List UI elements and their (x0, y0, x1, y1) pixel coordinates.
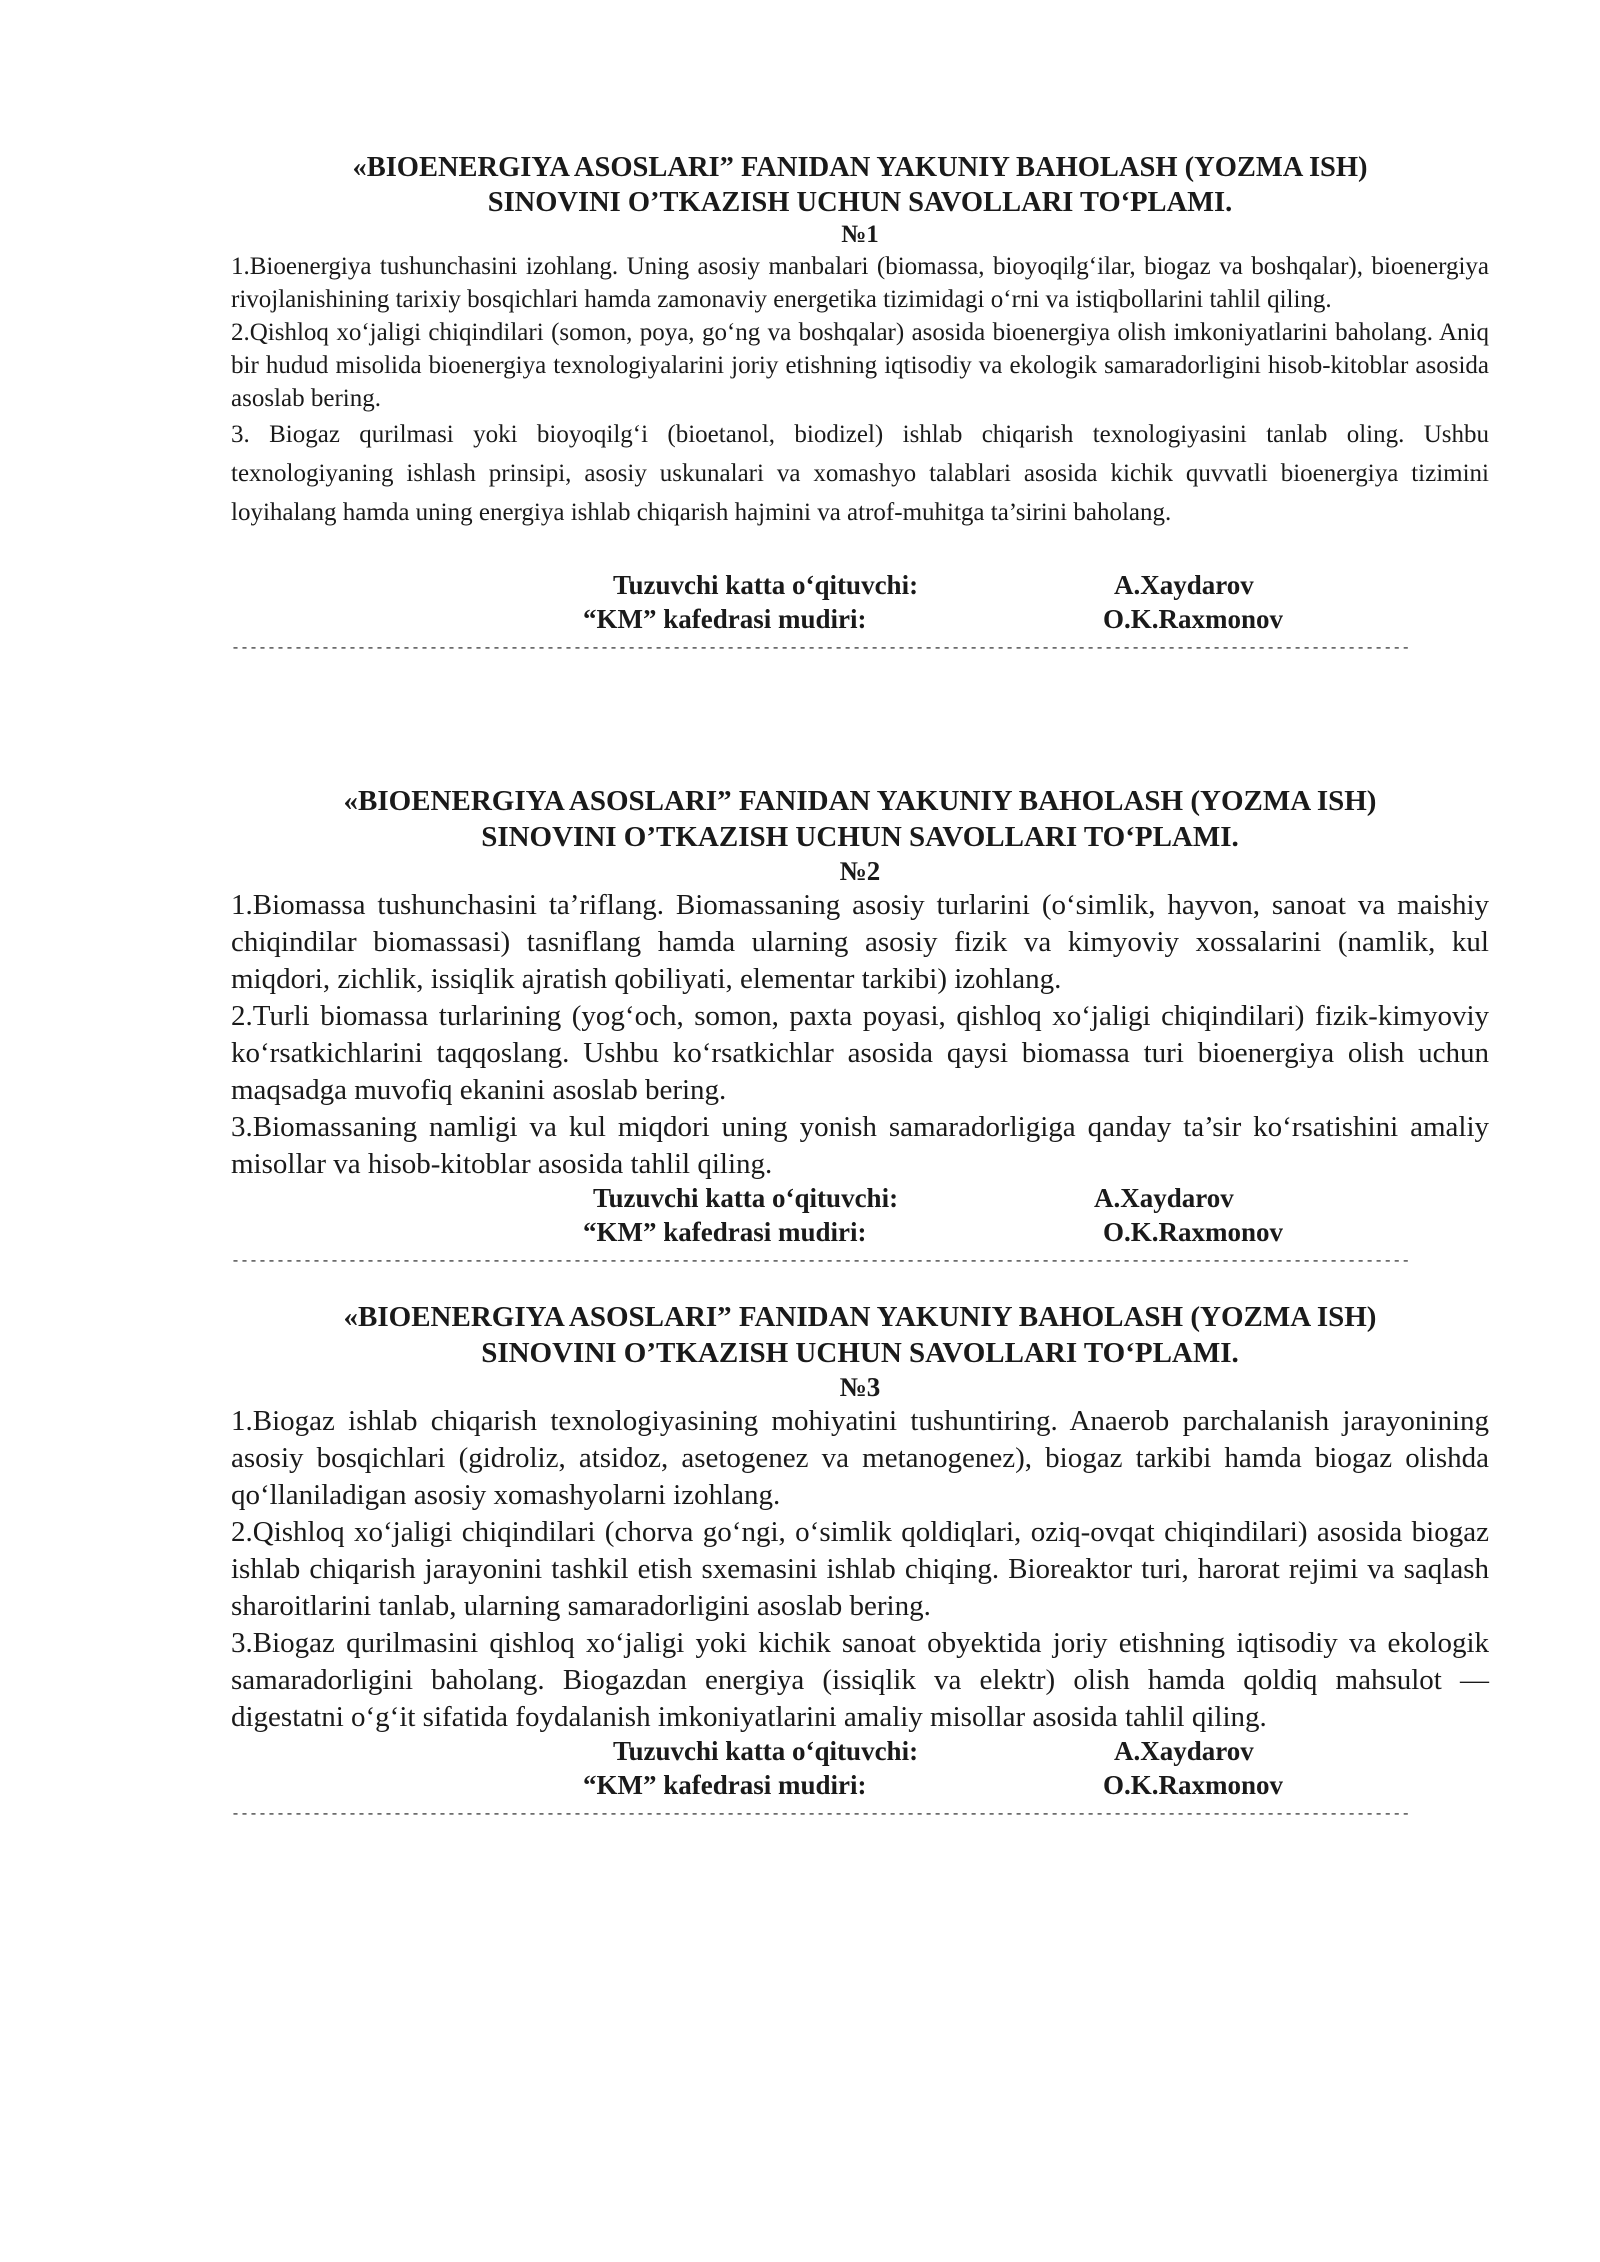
question-1: 1.Biomassa tushunchasini ta’riflang. Biomassaning asosiy turlarini (o‘simlik, hayvon, sanoat va maishiy chiqindilar biomassasi) tasniflang hamda ularning asosiy fizik va kimyoviy xossalarini (namlik, kul miqdori, zichlik, issiqlik ajratish qobiliyati, elementar tarkibi) izohlang. (231, 889, 1489, 995)
compiler-role: Tuzuvchi katta o‘qituvchi: (613, 1736, 919, 1766)
signature-compiler (231, 1736, 1489, 1770)
ticket-2 (231, 783, 1489, 1273)
ticket-title (231, 1299, 1489, 1371)
compiler-role: Tuzuvchi katta o‘qituvchi: (613, 570, 919, 600)
separator-line: ----------------------------------------------------------------------------------------------------------------------------------- (231, 1806, 1411, 1823)
title-line-1: «BIOENERGIYA ASOSLARI” FANIDAN YAKUNIY BAHOLASH (YOZMA ISH) (343, 785, 1377, 817)
separator-line: ----------------------------------------------------------------------------------------------------------------------------------- (231, 1253, 1411, 1270)
question-2: 2.Qishloq xo‘jaligi chiqindilari (somon, poya, go‘ng va boshqalar) asosida bioenergiya olish imkoniyatlarini baholang. Aniq bir hudud misolida bioenergiya texnologiyalarini joriy etishning iqtisodiy va ekologik samaradorligini hisob-kitoblar asosida asoslab bering. (231, 319, 1489, 412)
signature-head (231, 1770, 1489, 1804)
ticket-number: №1 (841, 221, 879, 248)
ticket-3 (231, 1299, 1489, 1826)
head-name: O.K.Raxmonov (1103, 1770, 1284, 1800)
question-2: 2.Turli biomassa turlarining (yog‘och, somon, paxta poyasi, qishloq xo‘jaligi chiqindilari) fizik-kimyoviy ko‘rsatkichlarini taqqoslang. Ushbu ko‘rsatkichlar asosida qaysi biomassa turi bioenergiya olish uchun maqsadga muvofiq ekanini asoslab bering. (231, 1000, 1489, 1106)
title-line-2: SINOVINI O’TKAZISH UCHUN SAVOLLARI TO‘PLAMI. (481, 821, 1239, 853)
question-2: 2.Qishloq xo‘jaligi chiqindilari (chorva go‘ngi, o‘simlik qoldiqlari, oziq-ovqat chiqindilari) asosida biogaz ishlab chiqarish jarayonini tashkil etish sxemasini ishlab chiqing. Bioreaktor turi, harorat rejimi va saqlash sharoitlarini tanlab, ularning samaradorligini asoslab bering. (231, 1516, 1489, 1622)
question-3: 3.Biomassaning namligi va kul miqdori uning yonish samaradorligiga qanday ta’sir ko‘rsatishini amaliy misollar va hisob-kitoblar asosida tahlil qiling. (231, 1111, 1489, 1180)
title-line-2: SINOVINI O’TKAZISH UCHUN SAVOLLARI TO‘PLAMI. (487, 187, 1233, 218)
question-1: 1.Biogaz ishlab chiqarish texnologiyasining mohiyatini tushuntiring. Anaerob parchalanish jarayonining asosiy bosqichlari (gidroliz, atsidoz, asetogenez va metanogenez), biogaz tarkibi hamda biogaz olishda qo‘llaniladigan asosiy xomashyolarni izohlang. (231, 1405, 1489, 1511)
title-line-1: «BIOENERGIYA ASOSLARI” FANIDAN YAKUNIY BAHOLASH (YOZMA ISH) (352, 152, 1368, 183)
head-role: “KM” kafedrasi mudiri: (583, 1770, 867, 1800)
compiler-role: Tuzuvchi katta o‘qituvchi: (593, 1183, 899, 1213)
ticket-title (231, 150, 1489, 220)
head-name: O.K.Raxmonov (1103, 1217, 1284, 1247)
question-3: 3. Biogaz qurilmasi yoki bioyoqilg‘i (bioetanol, biodizel) ishlab chiqarish texnologiyasini tanlab oling. Ushbu texnologiyaning ishlash prinsipi, asosiy uskunalari va xomashyo talablari asosida kichik quvvatli bioenergiya tizimini loyihalang hamda uning energiya ishlab chiqarish hajmini va atrof-muhitga ta’sirini baholang. (231, 421, 1489, 526)
ticket-number: №2 (839, 856, 881, 886)
head-name: O.K.Raxmonov (1103, 604, 1284, 634)
ticket-title (231, 783, 1489, 855)
signature-head (231, 1217, 1489, 1251)
compiler-name: A.Xaydarov (1114, 570, 1254, 600)
head-role: “KM” kafedrasi mudiri: (583, 604, 867, 634)
title-line-2: SINOVINI O’TKAZISH UCHUN SAVOLLARI TO‘PLAMI. (481, 1337, 1239, 1369)
signature-compiler (231, 1183, 1489, 1217)
signature-head (231, 604, 1489, 638)
compiler-name: A.Xaydarov (1094, 1183, 1234, 1213)
signature-compiler (231, 570, 1489, 604)
question-3: 3.Biogaz qurilmasini qishloq xo‘jaligi yoki kichik sanoat obyektida joriy etishning iqtisodiy va ekologik samaradorligini baholang. Biogazdan energiya (issiqlik va elektr) olish hamda qoldiq mahsulot — digestatni o‘g‘it sifatida foydalanish imkoniyatlarini amaliy misollar asosida tahlil qiling. (231, 1627, 1489, 1733)
head-role: “KM” kafedrasi mudiri: (583, 1217, 867, 1247)
question-1: 1.Bioenergiya tushunchasini izohlang. Uning asosiy manbalari (biomassa, bioyoqilg‘ilar, biogaz va boshqalar), bioenergiya rivojlanishining tarixiy bosqichlari hamda zamonaviy energetika tizimidagi o‘rni va istiqbollarini tahlil qiling. (231, 253, 1489, 313)
ticket-1 (231, 150, 1489, 660)
title-line-1: «BIOENERGIYA ASOSLARI” FANIDAN YAKUNIY BAHOLASH (YOZMA ISH) (343, 1301, 1377, 1333)
ticket-number: №3 (839, 1372, 881, 1402)
separator-line: ----------------------------------------------------------------------------------------------------------------------------------- (231, 640, 1411, 657)
compiler-name: A.Xaydarov (1114, 1736, 1254, 1766)
